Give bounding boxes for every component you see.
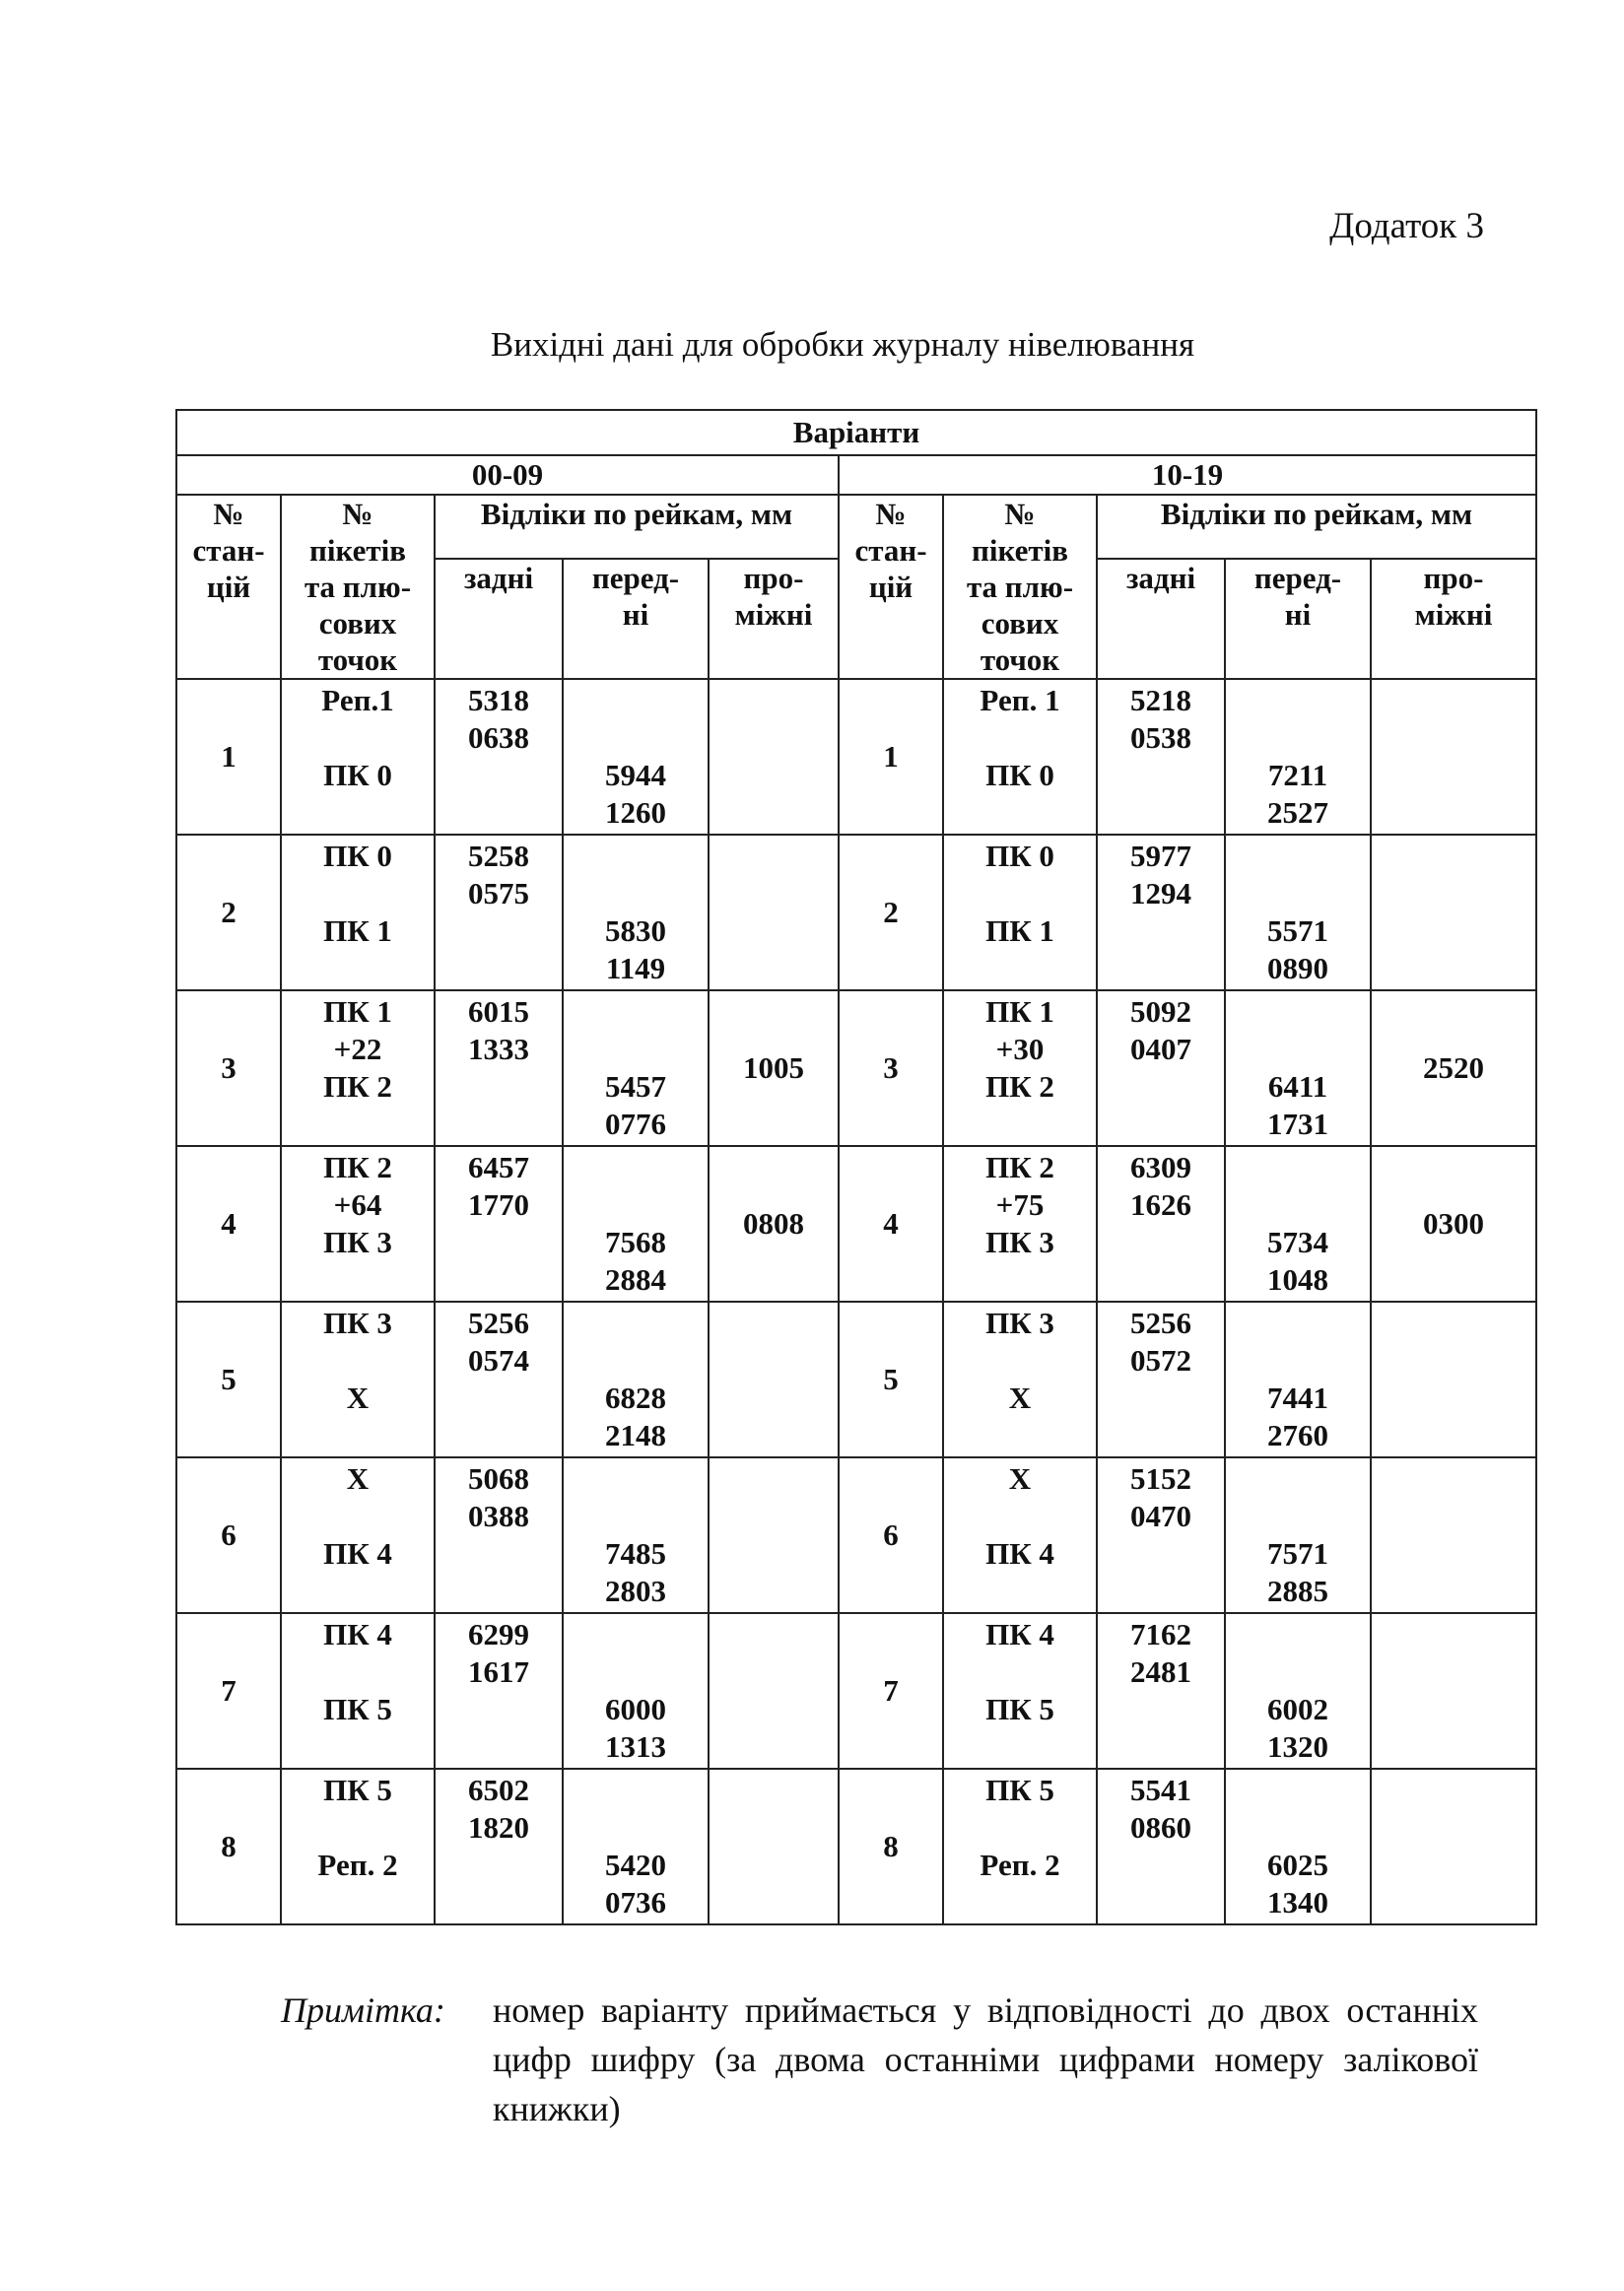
- front-reading: 0890: [1267, 951, 1328, 985]
- back-reading: 0574: [468, 1343, 529, 1378]
- front-reading: 1320: [1267, 1729, 1328, 1764]
- front-reading: 5457: [605, 1069, 666, 1104]
- picket-name: +22: [333, 1032, 382, 1066]
- picket-cell: [944, 1303, 1096, 1456]
- picket-cell: [282, 680, 434, 834]
- header-line: та плю-: [304, 570, 412, 604]
- front-reading: 7571: [1267, 1536, 1328, 1571]
- front-reading-cell: [1226, 991, 1370, 1145]
- table-row: [176, 1302, 1536, 1457]
- header-line: точок: [980, 642, 1060, 677]
- back-reading-cell: [1098, 1458, 1224, 1612]
- front-reading: 2148: [605, 1418, 666, 1452]
- intermediate-reading: [1371, 679, 1536, 835]
- back-reading-cell: [1098, 1770, 1224, 1923]
- front-reading: 7568: [605, 1225, 666, 1259]
- picket-name: ПК 1: [323, 913, 392, 948]
- picket-name: ПК 0: [323, 758, 392, 792]
- picket-name: ПК 0: [985, 758, 1054, 792]
- front-reading-cell: [564, 991, 708, 1145]
- header-line: №: [1004, 497, 1036, 531]
- intermediate-reading: [1371, 1302, 1536, 1457]
- back-reading-cell: [436, 680, 562, 834]
- station-number: 4: [839, 1146, 943, 1302]
- header-line: про-: [1423, 561, 1484, 595]
- picket-name: ПК 5: [323, 1692, 392, 1726]
- picket-cell: [282, 1770, 434, 1923]
- station-number: 5: [839, 1302, 943, 1457]
- station-number: 3: [839, 990, 943, 1146]
- back-reading: 1617: [468, 1654, 529, 1689]
- col-station-header: [839, 495, 943, 679]
- front-reading: 2884: [605, 1262, 666, 1297]
- intermediate-reading: [1371, 1613, 1536, 1769]
- front-reading: 1149: [605, 951, 666, 985]
- header-line: цій: [868, 570, 914, 604]
- back-reading: 0388: [468, 1499, 529, 1533]
- intermediate-reading: [709, 1457, 839, 1613]
- back-reading: 0575: [468, 876, 529, 910]
- col-readings-header: Відліки по рейкам, мм: [1097, 495, 1536, 559]
- front-reading-cell: [564, 1147, 708, 1301]
- page-title: Вихідні дані для обробки журналу нівелювання: [490, 325, 1195, 364]
- header-line: пікетів: [309, 533, 406, 568]
- picket-name: ПК 3: [323, 1225, 392, 1259]
- station-number: 2: [839, 835, 943, 990]
- front-reading: 5944: [605, 758, 666, 792]
- back-reading: 0860: [1130, 1810, 1191, 1845]
- table-row: [176, 1613, 1536, 1769]
- picket-name: +75: [995, 1187, 1045, 1222]
- picket-cell: [944, 1614, 1096, 1768]
- picket-name: ПК 1: [985, 994, 1054, 1029]
- header-line: точок: [317, 642, 398, 677]
- front-reading: 1260: [605, 795, 666, 830]
- picket-name: ПК 5: [985, 1692, 1054, 1726]
- appendix-label: Додаток 3: [1329, 206, 1484, 246]
- back-reading: 0470: [1130, 1499, 1191, 1533]
- picket-name: Реп. 2: [980, 1848, 1060, 1882]
- header-line: та плю-: [966, 570, 1074, 604]
- front-reading: 5830: [605, 913, 666, 948]
- front-reading: 6000: [605, 1692, 666, 1726]
- variants-header: Варіанти: [176, 410, 1536, 455]
- front-reading: 2803: [605, 1574, 666, 1608]
- picket-cell: [282, 991, 434, 1145]
- picket-name: Х: [346, 1461, 370, 1496]
- picket-name: ПК 2: [985, 1150, 1054, 1184]
- front-reading: 1313: [605, 1729, 666, 1764]
- table-row: [176, 1769, 1536, 1924]
- picket-name: Х: [1008, 1461, 1032, 1496]
- back-reading: 6502: [468, 1773, 529, 1807]
- front-reading: 1340: [1267, 1885, 1328, 1920]
- station-number: 3: [176, 990, 281, 1146]
- intermediate-reading: 1005: [709, 990, 839, 1146]
- col-front-header: [563, 559, 709, 679]
- front-reading-cell: [564, 836, 708, 989]
- header-line: ні: [1284, 597, 1312, 632]
- intermediate-reading: 0300: [1371, 1146, 1536, 1302]
- back-reading: 5092: [1130, 994, 1191, 1029]
- back-reading: 5256: [1130, 1306, 1191, 1340]
- back-reading-cell: [1098, 1614, 1224, 1768]
- back-reading-cell: [1098, 1147, 1224, 1301]
- col-readings-header: Відліки по рейкам, мм: [435, 495, 839, 559]
- back-reading: 1770: [468, 1187, 529, 1222]
- header-line: сових: [981, 606, 1059, 640]
- picket-name: ПК 3: [985, 1225, 1054, 1259]
- front-reading: 5734: [1267, 1225, 1328, 1259]
- picket-name: +64: [333, 1187, 382, 1222]
- picket-name: ПК 4: [985, 1536, 1054, 1571]
- picket-name: ПК 3: [985, 1306, 1054, 1340]
- col-picket-header: [281, 495, 435, 679]
- header-line: стан-: [854, 533, 927, 568]
- picket-cell: [282, 1458, 434, 1612]
- note-label: Примітка:: [281, 1990, 445, 2030]
- back-reading: 5218: [1130, 683, 1191, 717]
- front-reading: 6411: [1267, 1069, 1328, 1104]
- header-line: міжні: [1414, 597, 1493, 632]
- back-reading: 5541: [1130, 1773, 1191, 1807]
- col-intermediate-header: [709, 559, 839, 679]
- back-reading: 5152: [1130, 1461, 1191, 1496]
- leveling-data-table-container: [175, 409, 1535, 1925]
- front-reading: 5420: [605, 1848, 666, 1882]
- picket-name: Реп. 1: [980, 683, 1060, 717]
- intermediate-reading: 2520: [1371, 990, 1536, 1146]
- station-number: 4: [176, 1146, 281, 1302]
- intermediate-reading: [709, 1769, 839, 1924]
- front-reading-cell: [1226, 1770, 1370, 1923]
- picket-cell: [944, 1458, 1096, 1612]
- back-reading-cell: [436, 1303, 562, 1456]
- front-reading: 6025: [1267, 1848, 1328, 1882]
- station-number: 7: [839, 1613, 943, 1769]
- group-header-a: 00-09: [176, 455, 839, 495]
- picket-name: Реп.1: [321, 683, 394, 717]
- picket-name: Х: [346, 1381, 370, 1415]
- picket-cell: [944, 991, 1096, 1145]
- header-line: перед-: [1253, 561, 1342, 595]
- picket-name: ПК 2: [985, 1069, 1054, 1104]
- back-reading: 2481: [1130, 1654, 1191, 1689]
- picket-name: ПК 0: [985, 839, 1054, 873]
- station-number: 1: [839, 679, 943, 835]
- front-reading-cell: [564, 1614, 708, 1768]
- table-row: [176, 1457, 1536, 1613]
- front-reading: 0736: [605, 1885, 666, 1920]
- picket-cell: [282, 1614, 434, 1768]
- front-reading: 1731: [1267, 1107, 1328, 1141]
- col-back-header: задні: [1097, 559, 1225, 679]
- picket-name: Реп. 2: [317, 1848, 398, 1882]
- col-station-header: [176, 495, 281, 679]
- back-reading: 0638: [468, 720, 529, 755]
- picket-name: ПК 4: [323, 1617, 392, 1651]
- station-number: 8: [839, 1769, 943, 1924]
- picket-cell: [282, 1147, 434, 1301]
- col-picket-header: [943, 495, 1097, 679]
- front-reading: 0776: [605, 1107, 666, 1141]
- station-number: 8: [176, 1769, 281, 1924]
- picket-name: ПК 4: [323, 1536, 392, 1571]
- back-reading: 6299: [468, 1617, 529, 1651]
- back-reading-cell: [1098, 680, 1224, 834]
- front-reading: 6002: [1267, 1692, 1328, 1726]
- header-line: цій: [206, 570, 251, 604]
- front-reading: 2760: [1267, 1418, 1328, 1452]
- picket-name: +30: [995, 1032, 1045, 1066]
- note-text: номер варіанту приймається у відповідності до двох останніх цифр шифру (за двома останніми цифрами номеру залікової книжки): [493, 1990, 1478, 2128]
- intermediate-reading: [1371, 835, 1536, 990]
- front-reading-cell: [1226, 680, 1370, 834]
- picket-name: Х: [1008, 1381, 1032, 1415]
- front-reading-cell: [1226, 1614, 1370, 1768]
- table-row: [176, 835, 1536, 990]
- picket-name: ПК 5: [985, 1773, 1054, 1807]
- front-reading: 7441: [1267, 1381, 1328, 1415]
- back-reading: 1294: [1130, 876, 1191, 910]
- picket-name: ПК 2: [323, 1150, 392, 1184]
- back-reading: 1820: [468, 1810, 529, 1845]
- col-front-header: [1225, 559, 1371, 679]
- picket-name: ПК 3: [323, 1306, 392, 1340]
- intermediate-reading: [709, 835, 839, 990]
- header-line: №: [875, 497, 907, 531]
- back-reading-cell: [1098, 991, 1224, 1145]
- picket-name: ПК 2: [323, 1069, 392, 1104]
- front-reading-cell: [1226, 1303, 1370, 1456]
- back-reading: 6457: [468, 1150, 529, 1184]
- back-reading: 5068: [468, 1461, 529, 1496]
- back-reading-cell: [436, 991, 562, 1145]
- table-row: [176, 990, 1536, 1146]
- header-line: перед-: [591, 561, 680, 595]
- picket-cell: [944, 680, 1096, 834]
- picket-cell: [282, 836, 434, 989]
- intermediate-reading: 0808: [709, 1146, 839, 1302]
- header-line: ні: [622, 597, 649, 632]
- front-reading: 1048: [1267, 1262, 1328, 1297]
- header-line: сових: [318, 606, 397, 640]
- front-reading-cell: [1226, 1458, 1370, 1612]
- col-back-header: задні: [435, 559, 563, 679]
- table-row: [176, 1146, 1536, 1302]
- front-reading: 2527: [1267, 795, 1328, 830]
- front-reading: 2885: [1267, 1574, 1328, 1608]
- intermediate-reading: [1371, 1457, 1536, 1613]
- front-reading: 7211: [1267, 758, 1328, 792]
- picket-cell: [944, 1770, 1096, 1923]
- group-header-b: 10-19: [839, 455, 1536, 495]
- picket-name: ПК 0: [323, 839, 392, 873]
- back-reading: 1333: [468, 1032, 529, 1066]
- header-line: пікетів: [972, 533, 1068, 568]
- back-reading: 0538: [1130, 720, 1191, 755]
- front-reading: 7485: [605, 1536, 666, 1571]
- header-line: стан-: [192, 533, 265, 568]
- front-reading: 6828: [605, 1381, 666, 1415]
- picket-name: ПК 4: [985, 1617, 1054, 1651]
- station-number: 1: [176, 679, 281, 835]
- header-line: міжні: [734, 597, 813, 632]
- back-reading-cell: [436, 836, 562, 989]
- picket-cell: [944, 1147, 1096, 1301]
- header-line: №: [342, 497, 373, 531]
- back-reading: 6015: [468, 994, 529, 1029]
- picket-cell: [282, 1303, 434, 1456]
- front-reading-cell: [564, 1303, 708, 1456]
- back-reading: 5318: [468, 683, 529, 717]
- picket-name: ПК 1: [323, 994, 392, 1029]
- intermediate-reading: [709, 1613, 839, 1769]
- back-reading: 1626: [1130, 1187, 1191, 1222]
- back-reading: 7162: [1130, 1617, 1191, 1651]
- back-reading-cell: [436, 1770, 562, 1923]
- front-reading-cell: [564, 1458, 708, 1612]
- picket-name: ПК 5: [323, 1773, 392, 1807]
- header-line: про-: [743, 561, 804, 595]
- front-reading-cell: [564, 1770, 708, 1923]
- station-number: 6: [176, 1457, 281, 1613]
- front-reading-cell: [1226, 836, 1370, 989]
- back-reading-cell: [1098, 836, 1224, 989]
- back-reading: 5256: [468, 1306, 529, 1340]
- back-reading: 0407: [1130, 1032, 1191, 1066]
- back-reading-cell: [436, 1147, 562, 1301]
- intermediate-reading: [1371, 1769, 1536, 1924]
- front-reading: 5571: [1267, 913, 1328, 948]
- intermediate-reading: [709, 1302, 839, 1457]
- back-reading-cell: [1098, 1303, 1224, 1456]
- back-reading-cell: [436, 1614, 562, 1768]
- header-line: №: [213, 497, 244, 531]
- back-reading-cell: [436, 1458, 562, 1612]
- intermediate-reading: [709, 679, 839, 835]
- front-reading-cell: [1226, 1147, 1370, 1301]
- station-number: 2: [176, 835, 281, 990]
- back-reading: 0572: [1130, 1343, 1191, 1378]
- front-reading-cell: [564, 680, 708, 834]
- picket-cell: [944, 836, 1096, 989]
- station-number: 6: [839, 1457, 943, 1613]
- back-reading: 5977: [1130, 839, 1191, 873]
- table-row: [176, 679, 1536, 835]
- back-reading: 5258: [468, 839, 529, 873]
- station-number: 7: [176, 1613, 281, 1769]
- leveling-data-table: [175, 409, 1537, 1925]
- station-number: 5: [176, 1302, 281, 1457]
- picket-name: ПК 1: [985, 913, 1054, 948]
- back-reading: 6309: [1130, 1150, 1191, 1184]
- col-intermediate-header: [1371, 559, 1536, 679]
